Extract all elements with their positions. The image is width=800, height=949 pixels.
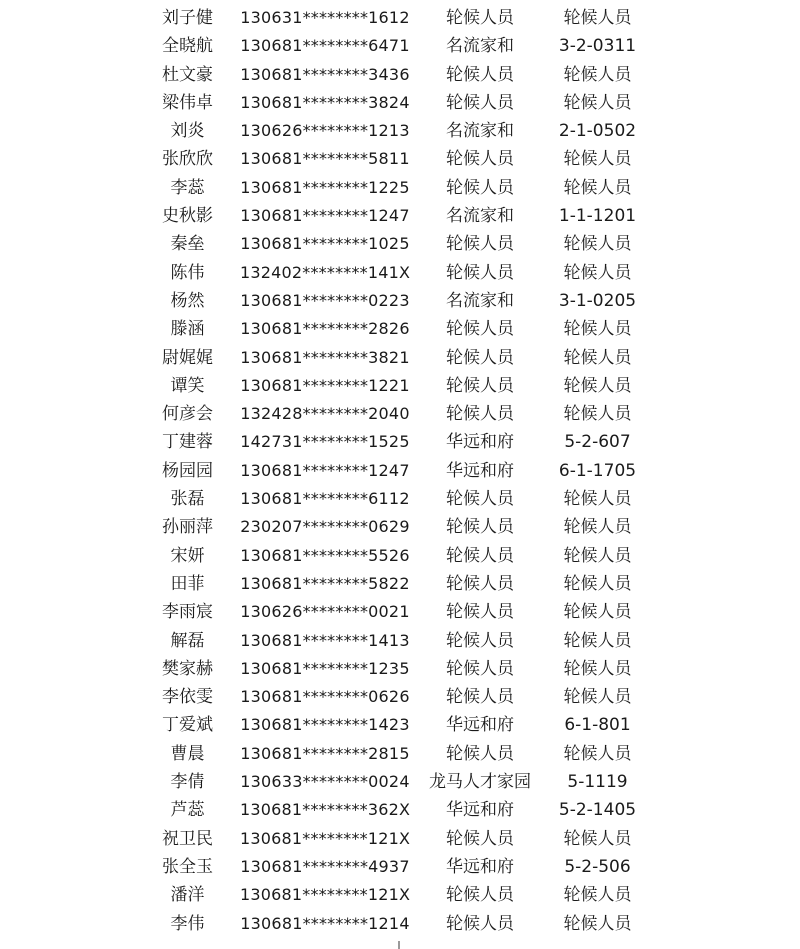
housing-unit: 轮候人员 [563, 573, 632, 594]
person-name: 芦蕊 [170, 800, 205, 821]
housing-unit: 轮候人员 [563, 8, 632, 28]
table-row [0, 513, 800, 541]
person-name: 杜文豪 [162, 64, 213, 85]
id-number: 130681********0223 [240, 290, 410, 310]
table-row [0, 372, 800, 400]
id-number: 130681********6471 [240, 36, 410, 56]
id-number: 130681********1225 [240, 177, 410, 197]
housing-unit: 轮候人员 [563, 92, 632, 113]
table-row [0, 344, 800, 372]
id-number: 130681********2815 [240, 743, 410, 763]
housing-unit: 轮候人员 [563, 517, 632, 538]
housing-unit: 轮候人员 [563, 347, 632, 368]
housing-unit: 轮候人员 [563, 404, 632, 425]
id-number: 130681********1247 [240, 206, 410, 226]
housing-unit: 轮候人员 [563, 743, 632, 764]
person-name: 丁建蓉 [162, 432, 213, 453]
person-name: 李蕊 [170, 177, 205, 198]
housing-location: 龙马人才家园 [429, 772, 531, 793]
person-name: 史秋影 [162, 206, 213, 227]
id-number: 130631********1612 [240, 8, 410, 27]
housing-unit: 轮候人员 [563, 545, 632, 566]
person-name: 李依雯 [162, 687, 213, 708]
person-name: 刘子健 [162, 8, 213, 28]
table-row [0, 315, 800, 343]
table-row [0, 174, 800, 202]
id-number: 130681********1025 [240, 234, 410, 254]
person-name: 潘洋 [170, 885, 205, 906]
table-row [0, 627, 800, 655]
housing-location: 轮候人员 [446, 913, 514, 934]
housing-location: 轮候人员 [446, 347, 514, 368]
housing-unit: 轮候人员 [563, 828, 632, 849]
table-row [0, 117, 800, 145]
housing-location: 轮候人员 [446, 375, 514, 396]
housing-location: 轮候人员 [446, 404, 514, 425]
housing-unit: 5-2-1405 [558, 800, 637, 821]
person-name: 张磊 [170, 489, 205, 510]
id-number: 130633********0024 [240, 772, 410, 792]
person-name: 李倩 [170, 772, 205, 793]
table-row [0, 4, 800, 32]
person-name: 全晓航 [162, 36, 213, 57]
housing-unit: 轮候人员 [563, 177, 632, 198]
housing-location: 轮候人员 [446, 149, 514, 170]
person-name: 梁伟卓 [162, 92, 213, 113]
table-row [0, 145, 800, 173]
table-row [0, 89, 800, 117]
person-name: 李伟 [170, 913, 205, 934]
table-row [0, 598, 800, 626]
housing-location: 名流家和 [446, 36, 514, 57]
housing-location: 轮候人员 [446, 92, 514, 113]
housing-unit: 5-1119 [567, 772, 628, 793]
table-row [0, 400, 800, 428]
housing-location: 华远和府 [446, 715, 514, 736]
housing-location: 轮候人员 [446, 177, 514, 198]
table-row [0, 910, 800, 938]
housing-unit: 3-1-0205 [558, 290, 637, 311]
person-name: 曹晨 [170, 743, 205, 764]
id-number: 130681********1235 [240, 658, 410, 678]
id-number: 130681********3824 [240, 92, 410, 112]
housing-location: 轮候人员 [446, 630, 514, 651]
id-number: 130681********4937 [240, 856, 410, 876]
housing-location: 轮候人员 [446, 489, 514, 510]
housing-unit: 5-2-607 [564, 432, 631, 453]
housing-location: 轮候人员 [446, 602, 514, 623]
housing-unit: 轮候人员 [563, 630, 632, 651]
housing-location: 轮候人员 [446, 8, 514, 28]
housing-location: 轮候人员 [446, 234, 514, 255]
housing-location: 轮候人员 [446, 64, 514, 85]
housing-unit: 1-1-1201 [558, 206, 637, 227]
id-number: 132402********141X [240, 262, 411, 282]
person-name: 祝卫民 [162, 828, 213, 849]
person-name: 宋妍 [170, 545, 205, 566]
person-name: 秦垒 [170, 234, 205, 255]
id-number: 130681********3436 [240, 64, 410, 84]
housing-location: 轮候人员 [446, 687, 514, 708]
table-row [0, 287, 800, 315]
housing-unit: 轮候人员 [563, 602, 632, 623]
table-row [0, 32, 800, 60]
table-row [0, 825, 800, 853]
housing-location: 名流家和 [446, 290, 514, 311]
person-name: 杨然 [170, 290, 205, 311]
table-row [0, 881, 800, 909]
id-number: 130681********0626 [240, 687, 410, 707]
id-number: 130681********1214 [240, 913, 410, 933]
housing-unit: 轮候人员 [563, 913, 632, 934]
person-name: 孙丽萍 [162, 517, 213, 538]
housing-location: 轮候人员 [446, 885, 514, 906]
housing-location: 轮候人员 [446, 517, 514, 538]
person-name: 丁爱斌 [162, 715, 213, 736]
table-row [0, 230, 800, 258]
id-number: 130681********121X [240, 885, 411, 905]
housing-location: 华远和府 [446, 800, 514, 821]
id-number: 130681********5811 [240, 149, 410, 169]
id-number: 130681********5822 [240, 573, 410, 593]
housing-location: 轮候人员 [446, 545, 514, 566]
table-row [0, 740, 800, 768]
housing-unit: 轮候人员 [563, 234, 632, 255]
person-name: 张全玉 [162, 856, 213, 877]
person-name: 樊家赫 [162, 658, 213, 679]
housing-location: 华远和府 [446, 856, 514, 877]
page-edge-mark [398, 941, 400, 949]
id-number: 130681********1247 [240, 460, 410, 480]
housing-unit: 轮候人员 [563, 64, 632, 85]
housing-location: 名流家和 [446, 121, 514, 142]
person-name: 何彦会 [162, 404, 213, 425]
table-row [0, 202, 800, 230]
roster-table [0, 4, 800, 938]
id-number: 230207********0629 [240, 517, 410, 537]
table-row [0, 570, 800, 598]
id-number: 130681********6112 [240, 489, 410, 509]
table-row [0, 768, 800, 796]
table-row [0, 457, 800, 485]
table-row [0, 683, 800, 711]
table-row [0, 485, 800, 513]
housing-unit: 轮候人员 [563, 149, 632, 170]
person-name: 张欣欣 [162, 149, 213, 170]
housing-unit: 轮候人员 [563, 375, 632, 396]
housing-unit: 5-2-506 [564, 856, 631, 877]
table-row [0, 853, 800, 881]
housing-unit: 轮候人员 [563, 885, 632, 906]
housing-unit: 轮候人员 [563, 489, 632, 510]
person-name: 刘炎 [170, 121, 205, 142]
person-name: 谭笑 [170, 375, 205, 396]
housing-unit: 3-2-0311 [558, 36, 637, 57]
housing-location: 轮候人员 [446, 573, 514, 594]
id-number: 130681********1221 [240, 375, 410, 395]
housing-location: 轮候人员 [446, 319, 514, 340]
table-row [0, 61, 800, 89]
id-number: 130681********5526 [240, 545, 410, 565]
housing-unit: 6-1-1705 [558, 460, 637, 481]
housing-location: 轮候人员 [446, 658, 514, 679]
housing-unit: 轮候人员 [563, 319, 632, 340]
housing-location: 名流家和 [446, 206, 514, 227]
housing-location: 华远和府 [446, 432, 514, 453]
person-name: 滕涵 [170, 319, 205, 340]
housing-location: 轮候人员 [446, 828, 514, 849]
id-number: 130626********1213 [240, 121, 410, 141]
table-row [0, 655, 800, 683]
housing-location: 华远和府 [446, 460, 514, 481]
person-name: 田菲 [170, 573, 205, 594]
person-name: 杨园园 [162, 460, 213, 481]
housing-unit: 轮候人员 [563, 262, 632, 283]
person-name: 陈伟 [170, 262, 205, 283]
table-row [0, 711, 800, 739]
housing-location: 轮候人员 [446, 262, 514, 283]
housing-unit: 6-1-801 [564, 715, 631, 736]
id-number: 130681********3821 [240, 347, 410, 367]
id-number: 130681********1413 [240, 630, 410, 650]
table-row [0, 542, 800, 570]
id-number: 132428********2040 [240, 404, 410, 424]
id-number: 130626********0021 [240, 602, 410, 622]
person-name: 解磊 [170, 630, 205, 651]
id-number: 130681********362X [240, 800, 411, 820]
housing-unit: 2-1-0502 [558, 121, 637, 142]
housing-location: 轮候人员 [446, 743, 514, 764]
person-name: 尉娓娓 [162, 347, 213, 368]
id-number: 142731********1525 [240, 432, 410, 452]
table-row [0, 259, 800, 287]
housing-unit: 轮候人员 [563, 658, 632, 679]
table-row [0, 796, 800, 824]
id-number: 130681********121X [240, 828, 411, 848]
id-number: 130681********2826 [240, 319, 410, 339]
person-name: 李雨宸 [162, 602, 213, 623]
table-row [0, 428, 800, 456]
id-number: 130681********1423 [240, 715, 410, 735]
housing-unit: 轮候人员 [563, 687, 632, 708]
